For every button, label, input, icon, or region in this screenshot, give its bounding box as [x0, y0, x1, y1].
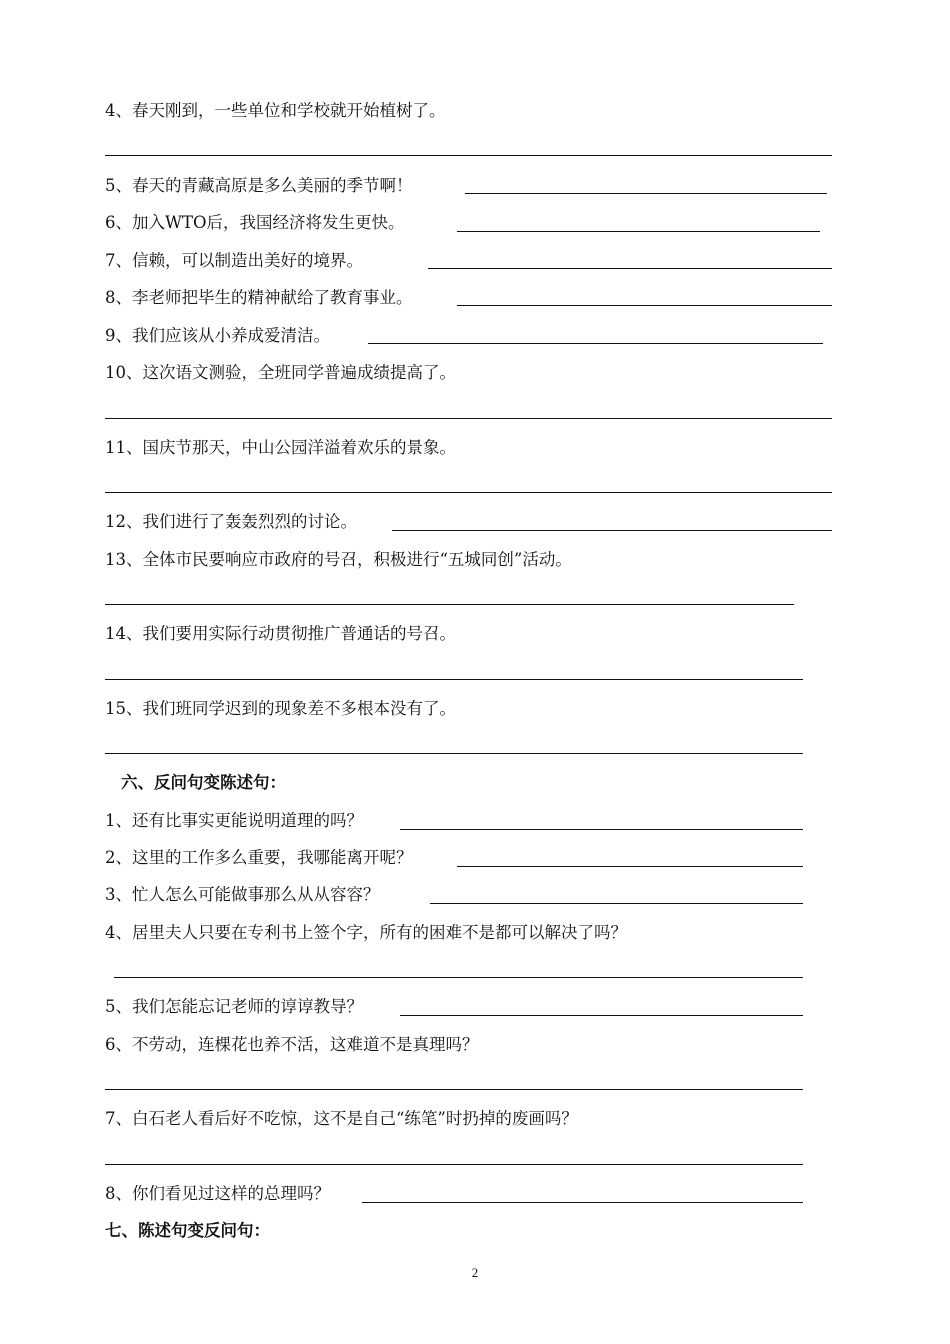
s6-answer-line-3[interactable] [430, 903, 803, 904]
answer-line-10[interactable] [105, 418, 832, 419]
s6-item-6: 6、不劳动，连棵花也养不活，这难道不是真理吗？ [105, 1035, 479, 1054]
item-10: 10、这次语文测验，全班同学普遍成绩提高了。 [105, 363, 456, 382]
answer-line-9[interactable] [368, 343, 823, 344]
s6-answer-line-1[interactable] [400, 829, 803, 830]
s6-item-4: 4、居里夫人只要在专利书上签个字，所有的困难不是都可以解决了吗？ [105, 923, 627, 942]
item-13: 13、全体市民要响应市政府的号召，积极进行“五城同创”活动。 [105, 550, 572, 569]
item-7: 7、信赖，可以制造出美好的境界。 [105, 251, 363, 270]
s6-answer-line-8[interactable] [362, 1202, 803, 1203]
s6-item-5: 5、我们怎能忘记老师的谆谆教导？ [105, 997, 363, 1016]
s6-answer-line-6[interactable] [105, 1089, 803, 1090]
s6-answer-line-2[interactable] [457, 866, 803, 867]
item-14: 14、我们要用实际行动贯彻推广普通话的号召。 [105, 624, 456, 643]
answer-line-14[interactable] [105, 679, 803, 680]
s6-item-8: 8、你们看见过这样的总理吗？ [105, 1184, 330, 1203]
page-number: 2 [471, 1265, 479, 1280]
item-5: 5、春天的青藏高原是多么美丽的季节啊！ [105, 176, 413, 195]
answer-line-6[interactable] [457, 231, 820, 232]
s6-item-3: 3、忙人怎么可能做事那么从从容容？ [105, 885, 380, 904]
s6-item-1: 1、还有比事实更能说明道理的吗？ [105, 811, 363, 830]
s6-item-2: 2、这里的工作多么重要，我哪能离开呢？ [105, 848, 413, 867]
item-9: 9、我们应该从小养成爱清洁。 [105, 326, 330, 345]
s6-answer-line-4[interactable] [114, 977, 803, 978]
item-11: 11、国庆节那天，中山公园洋溢着欢乐的景象。 [105, 438, 456, 457]
s6-item-7: 7、白石老人看后好不吃惊，这不是自己“练笔”时扔掉的废画吗？ [105, 1109, 578, 1128]
item-6: 6、加入WTO后，我国经济将发生更快。 [105, 213, 405, 232]
answer-line-4[interactable] [105, 155, 832, 156]
s6-answer-line-7[interactable] [105, 1164, 803, 1165]
section-7-heading: 七、陈述句变反问句： [105, 1221, 270, 1240]
item-15: 15、我们班同学迟到的现象差不多根本没有了。 [105, 699, 456, 718]
answer-line-13[interactable] [105, 604, 794, 605]
item-4: 4、春天刚到，一些单位和学校就开始植树了。 [105, 101, 446, 120]
answer-line-12[interactable] [392, 530, 832, 531]
answer-line-8[interactable] [457, 305, 832, 306]
item-12: 12、我们进行了轰轰烈烈的讨论。 [105, 512, 357, 531]
answer-line-11[interactable] [105, 492, 832, 493]
answer-line-15[interactable] [105, 753, 803, 754]
section-6-heading: 六、反问句变陈述句： [121, 773, 286, 792]
s6-answer-line-5[interactable] [400, 1015, 803, 1016]
item-8: 8、李老师把毕生的精神献给了教育事业。 [105, 288, 413, 307]
answer-line-5[interactable] [465, 193, 827, 194]
answer-line-7[interactable] [428, 268, 832, 269]
